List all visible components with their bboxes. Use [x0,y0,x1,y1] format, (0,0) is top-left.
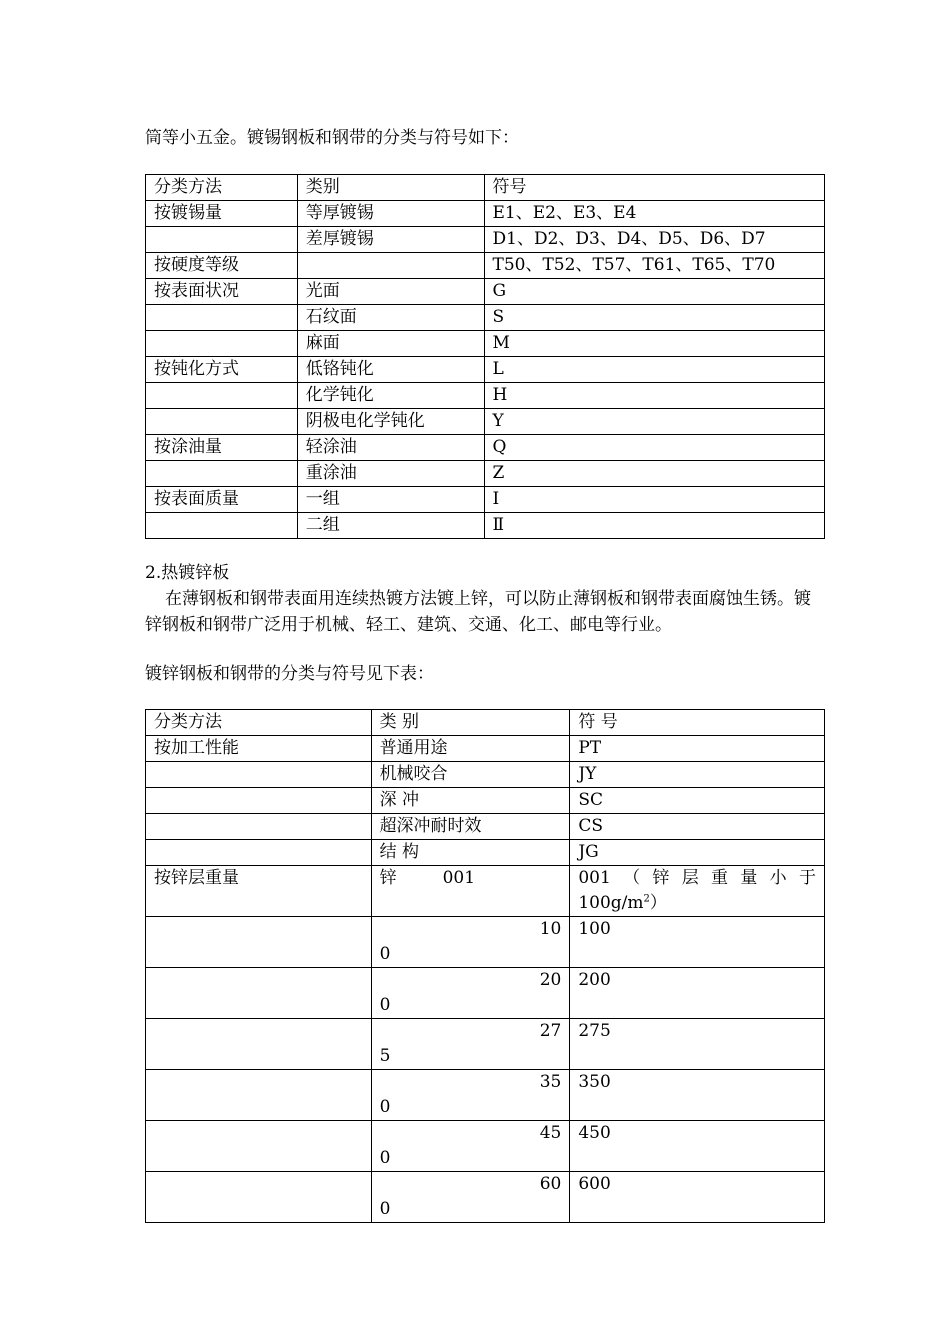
table-cell: S [484,305,825,331]
table-cell: L [484,357,825,383]
table-cell: 光面 [297,279,484,305]
weight-category-cell [371,1121,570,1172]
weight-row [146,968,825,1019]
weight-bottom: 5 [379,1046,391,1066]
zinc-weight-row [146,866,825,917]
section-paragraph: 在薄钢板和钢带表面用连续热镀方法镀上锌，可以防止薄钢板和钢带表面腐蚀生锈。镀锌钢板和钢带广泛用于机械、轻工、建筑、交通、化工、邮电等行业。 [145,589,811,635]
table-row [146,383,825,409]
table-header-row [146,710,825,736]
table-header-row [146,175,825,201]
table-cell: Ⅱ [484,513,825,539]
table-cell: 275 [570,1019,825,1070]
weight-category-cell [371,1070,570,1121]
table-cell: JG [570,840,825,866]
table-row [146,762,825,788]
table-cell [146,227,298,253]
table-cell: Q [484,435,825,461]
weight-top: 20 [539,970,562,990]
empty-cell [146,1121,372,1172]
header-cell: 类 别 [371,710,570,736]
table-cell [146,788,372,814]
table-cell: Y [484,409,825,435]
table-cell: PT [570,736,825,762]
table-cell: H [484,383,825,409]
weight-top: 60 [539,1174,562,1194]
table-cell [146,762,372,788]
table-row [146,487,825,513]
weight-row [146,1121,825,1172]
header-cell: 分类方法 [146,175,298,201]
table-cell: 100 [570,917,825,968]
table-row [146,357,825,383]
table-row [146,201,825,227]
zinc-plate-table [145,709,825,1223]
zinc-label: 锌 [379,868,397,888]
weight-category-cell [371,968,570,1019]
table-cell: 按硬度等级 [146,253,298,279]
table-cell: 低铬钝化 [297,357,484,383]
section-heading: 2.热镀锌板 [145,563,230,583]
table-cell: 化学钝化 [297,383,484,409]
table-cell: 一组 [297,487,484,513]
header-cell: 类别 [297,175,484,201]
empty-cell [146,1070,372,1121]
table-cell: 结 构 [371,840,570,866]
header-cell: 分类方法 [146,710,372,736]
table-row [146,279,825,305]
table-cell: 按表面质量 [146,487,298,513]
header-cell: 符 号 [570,710,825,736]
table-cell: 350 [570,1070,825,1121]
table-cell: 深 冲 [371,788,570,814]
table-cell: 按表面状况 [146,279,298,305]
table-row [146,409,825,435]
weight-bottom: 0 [379,944,391,964]
zinc-symbol-line1: 001（锌层重量小于 [578,868,816,888]
zinc-plate-table-body [146,710,825,1223]
table-cell: 200 [570,968,825,1019]
table-cell [146,840,372,866]
table-cell: 机械咬合 [371,762,570,788]
table-cell [146,383,298,409]
weight-row [146,1172,825,1223]
table-cell: E1、E2、E3、E4 [484,201,825,227]
zinc-category-cell [371,866,570,917]
zinc-symbol-cell [570,866,825,917]
table-cell: 按锌层重量 [146,866,372,917]
section-paragraph: 镀锌钢板和钢带的分类与符号见下表： [145,664,434,684]
table-row [146,840,825,866]
tin-plate-table [145,174,825,539]
table-row [146,305,825,331]
table-cell: 重涂油 [297,461,484,487]
table-row [146,814,825,840]
table-cell: 轻涂油 [297,435,484,461]
table-cell: 差厚镀锡 [297,227,484,253]
table-cell: Ⅰ [484,487,825,513]
table-cell [146,814,372,840]
table-cell [146,461,298,487]
intro-text: 筒等小五金。镀锡钢板和钢带的分类与符号如下： [145,128,519,148]
weight-bottom: 0 [379,995,391,1015]
table-cell [146,409,298,435]
table-cell: 二组 [297,513,484,539]
table-cell: Z [484,461,825,487]
empty-cell [146,1019,372,1070]
table-cell: D1、D2、D3、D4、D5、D6、D7 [484,227,825,253]
table-cell: SC [570,788,825,814]
table-cell: JY [570,762,825,788]
empty-cell [146,1172,372,1223]
table-cell [297,253,484,279]
zinc-symbol-line2 [578,891,816,916]
table-cell: 阴极电化学钝化 [297,409,484,435]
empty-cell [146,917,372,968]
weight-bottom: 0 [379,1148,391,1168]
weight-row [146,917,825,968]
table-cell [146,305,298,331]
table-cell: M [484,331,825,357]
weight-top: 45 [539,1123,562,1143]
weight-top: 27 [539,1021,562,1041]
table-cell [146,331,298,357]
table-cell: 超深冲耐时效 [371,814,570,840]
table-cell: 按加工性能 [146,736,372,762]
header-cell: 符号 [484,175,825,201]
table-cell: 等厚镀锡 [297,201,484,227]
unit-superscript: 2 [643,893,650,905]
table-cell: 600 [570,1172,825,1223]
table-row [146,461,825,487]
table-cell: CS [570,814,825,840]
weight-category-cell [371,1019,570,1070]
empty-cell [146,968,372,1019]
weight-top: 10 [539,919,562,939]
weight-row [146,1070,825,1121]
table-row [146,253,825,279]
unit-close: ） [649,893,667,913]
table-cell: G [484,279,825,305]
table-row [146,331,825,357]
unit-text: 100g/m [578,893,644,913]
table-row [146,227,825,253]
table-row [146,435,825,461]
table-cell: 普通用途 [371,736,570,762]
table-cell: 按镀锡量 [146,201,298,227]
table-cell: T50、T52、T57、T61、T65、T70 [484,253,825,279]
table-cell: 麻面 [297,331,484,357]
weight-row [146,1019,825,1070]
table-cell [146,513,298,539]
table-row [146,736,825,762]
weight-category-cell [371,917,570,968]
weight-bottom: 0 [379,1097,391,1117]
weight-bottom: 0 [379,1199,391,1219]
table-row [146,513,825,539]
table-row [146,788,825,814]
table-cell: 按钝化方式 [146,357,298,383]
table-cell: 石纹面 [297,305,484,331]
table-cell: 按涂油量 [146,435,298,461]
table-cell: 450 [570,1121,825,1172]
weight-top: 35 [539,1072,562,1092]
zinc-code: 001 [442,868,476,888]
tin-plate-table-body [146,175,825,539]
weight-category-cell [371,1172,570,1223]
